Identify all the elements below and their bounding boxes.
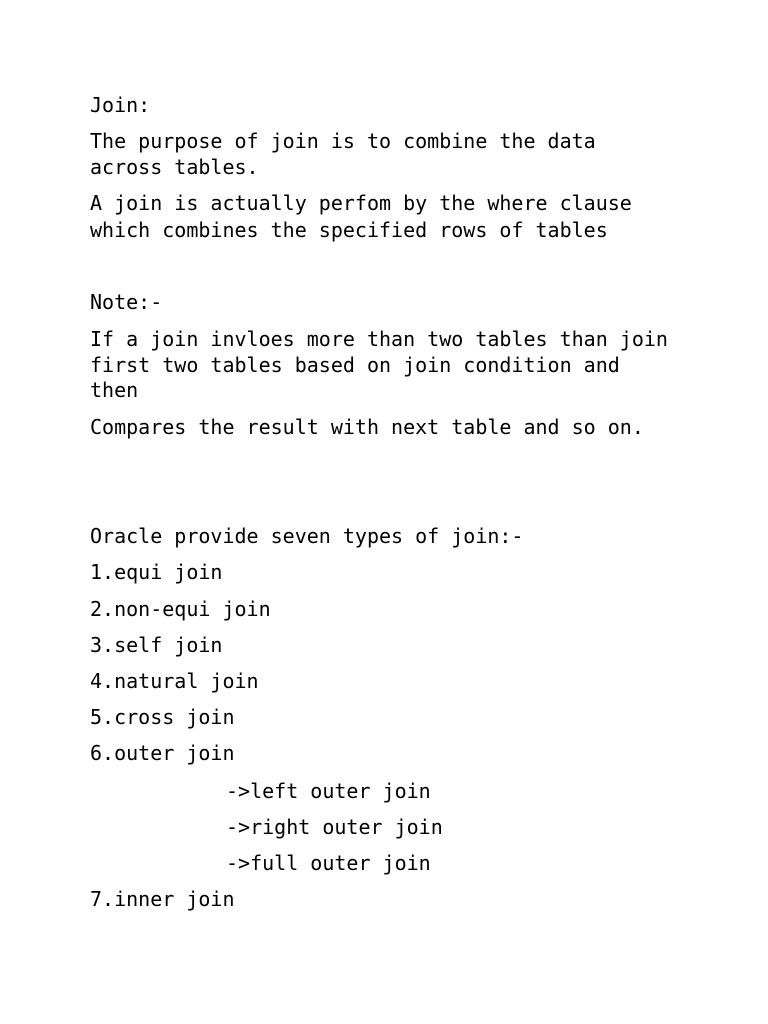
- sub-list-item: ->left outer join: [226, 779, 431, 803]
- note-para2: Compares the result with next table and so on.: [90, 415, 644, 439]
- list-item: 5.cross join: [90, 705, 235, 729]
- note-para-line2: first two tables based on join condition and: [90, 353, 620, 377]
- list-item: 4.natural join: [90, 669, 259, 693]
- para1-line2: across tables.: [90, 155, 259, 179]
- list-item: 2.non-equi join: [90, 597, 271, 621]
- list-item: 6.outer join: [90, 741, 235, 765]
- list-item: 7.inner join: [90, 887, 235, 911]
- sub-list-item: ->right outer join: [226, 815, 443, 839]
- note-para-line3: then: [90, 378, 139, 402]
- para2-line1: A join is actually perfom by the where clause: [90, 191, 632, 215]
- list-item: 3.self join: [90, 633, 223, 657]
- note-heading: Note:-: [90, 290, 163, 314]
- para1-line1: The purpose of join is to combine the data: [90, 129, 596, 153]
- types-intro: Oracle provide seven types of join:-: [90, 524, 524, 548]
- sub-list-item: ->full outer join: [226, 851, 431, 875]
- para2-line2: which combines the specified rows of tables: [90, 218, 608, 242]
- list-item: 1.equi join: [90, 560, 223, 584]
- note-para-line1: If a join invloes more than two tables than join: [90, 327, 668, 351]
- heading-join: Join:: [90, 93, 151, 117]
